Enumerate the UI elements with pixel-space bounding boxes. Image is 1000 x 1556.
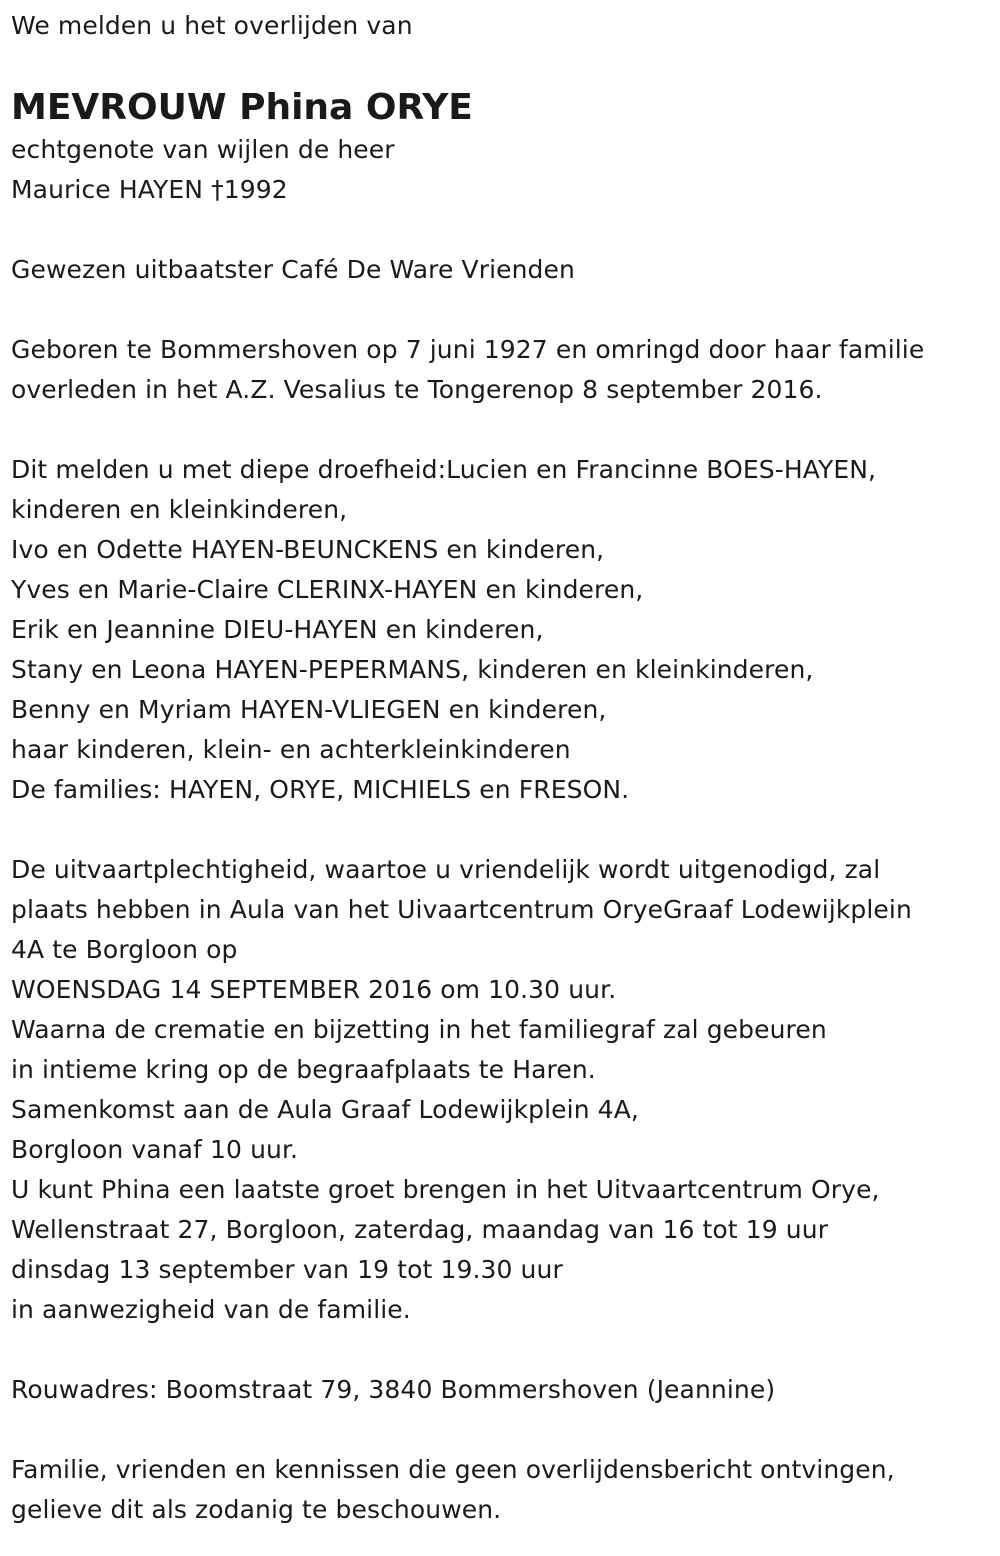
closing-line-2: gelieve dit als zodanig te beschouwen.	[11, 1495, 502, 1524]
family-line: haar kinderen, klein- en achterkleinkinderen	[11, 735, 571, 764]
obituary-notice	[0, 6, 1000, 1556]
family-list	[11, 450, 1000, 810]
ceremony-line: in intieme kring op de begraafplaats te Haren.	[11, 1055, 596, 1084]
spacer	[11, 1410, 1000, 1450]
ceremony-details	[11, 850, 1000, 1330]
spacer	[11, 290, 1000, 330]
family-line: Benny en Myriam HAYEN-VLIEGEN en kinderen,	[11, 695, 607, 724]
family-line: De families: HAYEN, ORYE, MICHIELS en FRESON.	[11, 775, 630, 804]
ceremony-line: 4A te Borgloon op	[11, 935, 238, 964]
spacer	[11, 210, 1000, 250]
ceremony-line: Wellenstraat 27, Borgloon, zaterdag, maandag van 16 tot 19 uur	[11, 1215, 829, 1244]
mourning-address: Rouwadres: Boomstraat 79, 3840 Bommershoven (Jeannine)	[11, 1375, 776, 1404]
spacer	[11, 810, 1000, 850]
ceremony-line: U kunt Phina een laatste groet brengen in het Uitvaartcentrum Orye,	[11, 1175, 880, 1204]
family-line: Erik en Jeannine DIEU-HAYEN en kinderen,	[11, 615, 544, 644]
spacer	[11, 1330, 1000, 1370]
family-line: Dit melden u met diepe droefheid:Lucien en Francinne BOES-HAYEN,	[11, 455, 877, 484]
closing-line-1: Familie, vrienden en kennissen die geen overlijdensbericht ontvingen,	[11, 1455, 895, 1484]
spacer	[11, 410, 1000, 450]
birth-line-1: Geboren te Bommershoven op 7 juni 1927 en omringd door haar familie	[11, 335, 925, 364]
occupation-text: Gewezen uitbaatster Café De Ware Vrienden	[11, 255, 575, 284]
ceremony-line: Borgloon vanaf 10 uur.	[11, 1135, 299, 1164]
ceremony-line: WOENSDAG 14 SEPTEMBER 2016 om 10.30 uur.	[11, 975, 617, 1004]
family-line: Yves en Marie-Claire CLERINX-HAYEN en kinderen,	[11, 575, 644, 604]
family-line: Ivo en Odette HAYEN-BEUNCKENS en kinderen,	[11, 535, 605, 564]
ceremony-line: in aanwezigheid van de familie.	[11, 1295, 411, 1324]
family-line: kinderen en kleinkinderen,	[11, 495, 348, 524]
birth-line-2: overleden in het A.Z. Vesalius te Tongerenop 8 september 2016.	[11, 375, 823, 404]
ceremony-line: De uitvaartplechtigheid, waartoe u vriendelijk wordt uitgenodigd, zal	[11, 855, 881, 884]
family-line: Stany en Leona HAYEN-PEPERMANS, kinderen en kleinkinderen,	[11, 655, 814, 684]
ceremony-line: Waarna de crematie en bijzetting in het familiegraf zal gebeuren	[11, 1015, 827, 1044]
deceased-name: MEVROUW Phina ORYE	[11, 87, 473, 128]
intro-text: We melden u het overlijden van	[11, 11, 413, 40]
ceremony-line: plaats hebben in Aula van het Uivaartcentrum OryeGraaf Lodewijkplein	[11, 895, 912, 924]
spouse-line-1: echtgenote van wijlen de heer	[11, 135, 395, 164]
ceremony-line: Samenkomst aan de Aula Graaf Lodewijkplein 4A,	[11, 1095, 639, 1124]
spouse-line-2: Maurice HAYEN †1992	[11, 175, 288, 204]
ceremony-line: dinsdag 13 september van 19 tot 19.30 uur	[11, 1255, 563, 1284]
